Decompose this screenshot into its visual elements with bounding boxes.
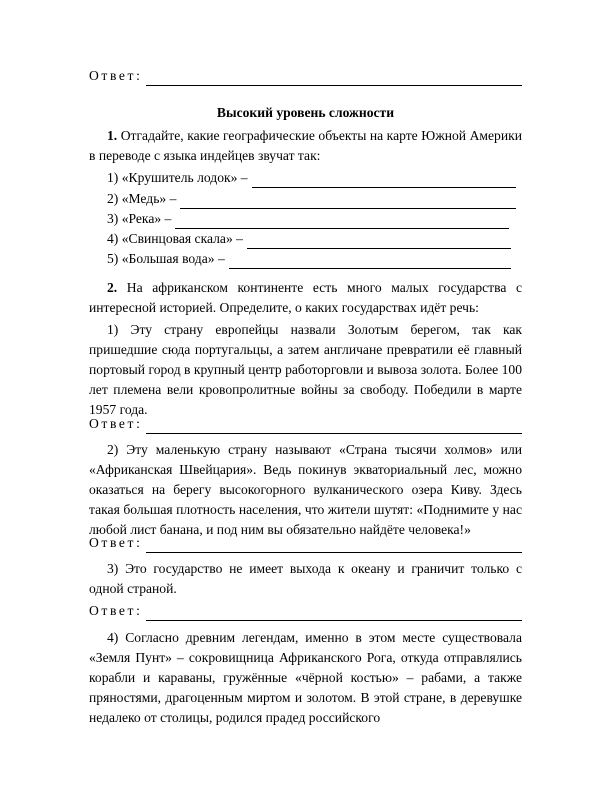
task1-item-blank[interactable] xyxy=(180,193,516,209)
task1-paragraph xyxy=(89,126,522,166)
answer-blank[interactable] xyxy=(146,418,522,434)
task2-question-2 xyxy=(89,440,522,540)
task1-text: Отгадайте, какие географические объекты на карте Южной Америки в переводе с языка индейцев звучат так: xyxy=(89,128,522,163)
question-text: 3) Это государство не имеет выхода к океану и граничит только с одной страной. xyxy=(89,561,522,596)
task2-question-3 xyxy=(89,559,522,599)
question-text: 1) Эту страну европейцы назвали Золотым берегом, так как пришедшие сюда португальцы, а затем англичане превратили её главный портовый город в крупный центр работорговли и вывоза золота. Более 100 лет племена вели кровопролитные войны за свободу. Победили в марте 1957 года. xyxy=(89,322,523,417)
task1-item-label: 2) «Медь» – xyxy=(107,191,177,206)
task2-question-1 xyxy=(89,320,522,420)
answer-label: Ответ: xyxy=(89,416,143,431)
task1-item-label: 3) «Река» – xyxy=(107,211,172,226)
task1-item-blank[interactable] xyxy=(247,233,511,249)
task1-item-label: 4) «Свинцовая скала» – xyxy=(107,231,243,246)
task2-text: На африканском континенте есть много малых государства с интересной историей. Определите, о каких государствах идёт речь: xyxy=(89,280,522,315)
task1-item-blank[interactable] xyxy=(229,253,511,269)
answer-blank[interactable] xyxy=(146,537,522,553)
task1-number: 1. xyxy=(107,128,118,143)
task1-item-2 xyxy=(107,189,516,209)
task2-paragraph xyxy=(89,278,522,318)
task2-number: 2. xyxy=(107,280,118,295)
answer-label: Ответ: xyxy=(89,68,143,83)
answer-line-q1 xyxy=(89,414,522,434)
answer-line-q2 xyxy=(89,533,522,553)
task1-item-1 xyxy=(107,168,516,188)
answer-blank[interactable] xyxy=(146,70,522,86)
answer-label: Ответ: xyxy=(89,603,143,618)
task1-item-label: 5) «Большая вода» – xyxy=(107,251,225,266)
task1-item-label: 1) «Крушитель лодок» – xyxy=(107,170,248,185)
answer-line-q3 xyxy=(89,601,522,621)
question-text: 2) Эту маленькую страну называют «Страна тысячи холмов» или «Африканская Швейцария». Ведь покинув экваториальный лес, можно оказаться на берегу высокогорного вулканического озера Киву. Здесь такая большая плотность населения, что жители шутят: «Поднимите у нас любой лист банана, и под ним вы обязательно найдёте человека!» xyxy=(89,442,522,537)
task2-question-4 xyxy=(89,628,522,728)
task1-item-5 xyxy=(107,249,511,269)
question-text: 4) Согласно древним легендам, именно в этом месте существовала «Земля Пунт» – сокровищница Африканского Рога, откуда отправлялись корабли и караваны, гружённые «чёрной костью» – рабами, а также пряностями, драгоценным миртом и золотом. В этой стране, в деревушке недалеко от столицы, родился прадед российского xyxy=(89,630,522,725)
answer-blank[interactable] xyxy=(146,605,522,621)
task1-item-blank[interactable] xyxy=(175,213,509,229)
answer-label: Ответ: xyxy=(89,535,143,550)
answer-line-top xyxy=(89,66,522,86)
task1-item-4 xyxy=(107,229,511,249)
task1-item-blank[interactable] xyxy=(252,172,516,188)
section-heading: Высокий уровень сложности xyxy=(216,105,395,120)
task1-item-3 xyxy=(107,209,509,229)
